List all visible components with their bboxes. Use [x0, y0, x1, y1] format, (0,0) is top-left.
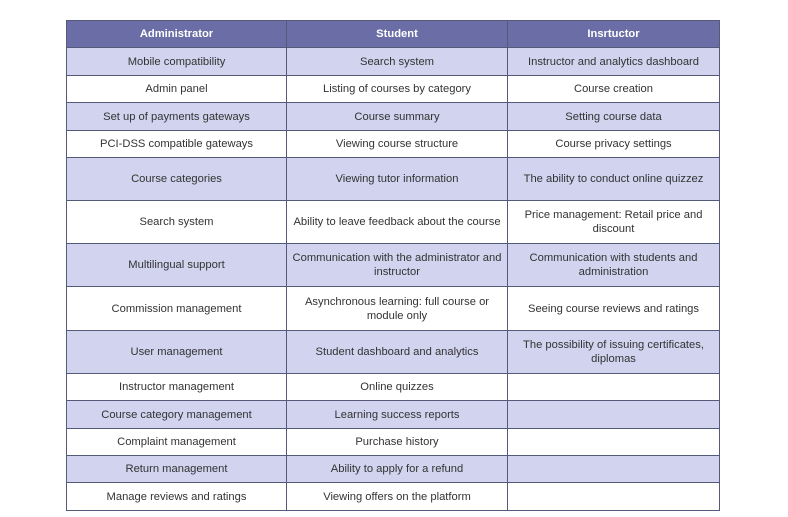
instructor-cell: Price management: Retail price and discount — [508, 201, 720, 244]
instructor-cell: Course privacy settings — [508, 131, 720, 158]
student-cell: Purchase history — [287, 429, 508, 456]
administrator-cell: Manage reviews and ratings — [67, 483, 287, 511]
student-cell: Ability to leave feedback about the course — [287, 201, 508, 244]
administrator-cell: User management — [67, 331, 287, 374]
student-cell: Learning success reports — [287, 401, 508, 429]
table-row — [67, 103, 720, 131]
student-cell: Online quizzes — [287, 374, 508, 401]
instructor-cell — [508, 483, 720, 511]
header-administrator: Administrator — [67, 21, 287, 48]
table-row — [67, 244, 720, 287]
table-row — [67, 401, 720, 429]
header-instructor: Insrtuctor — [508, 21, 720, 48]
instructor-cell: Communication with students and administration — [508, 244, 720, 287]
table-row — [67, 456, 720, 483]
table-row — [67, 374, 720, 401]
administrator-cell: Course category management — [67, 401, 287, 429]
administrator-cell: Multilingual support — [67, 244, 287, 287]
instructor-cell: Instructor and analytics dashboard — [508, 48, 720, 76]
table-row — [67, 158, 720, 201]
student-cell: Ability to apply for a refund — [287, 456, 508, 483]
table-row — [67, 287, 720, 331]
instructor-cell — [508, 374, 720, 401]
student-cell: Communication with the administrator and instructor — [287, 244, 508, 287]
table-row — [67, 131, 720, 158]
student-cell: Viewing offers on the platform — [287, 483, 508, 511]
instructor-cell: Seeing course reviews and ratings — [508, 287, 720, 331]
student-cell: Course summary — [287, 103, 508, 131]
student-cell: Search system — [287, 48, 508, 76]
administrator-cell: Course categories — [67, 158, 287, 201]
feature-comparison-table — [66, 20, 720, 511]
student-cell: Viewing tutor information — [287, 158, 508, 201]
table-row — [67, 429, 720, 456]
administrator-cell: Mobile compatibility — [67, 48, 287, 76]
administrator-cell: Return management — [67, 456, 287, 483]
administrator-cell: PCI-DSS compatible gateways — [67, 131, 287, 158]
administrator-cell: Search system — [67, 201, 287, 244]
table-row — [67, 483, 720, 511]
table-row — [67, 48, 720, 76]
student-cell: Viewing course structure — [287, 131, 508, 158]
instructor-cell: Setting course data — [508, 103, 720, 131]
administrator-cell: Complaint management — [67, 429, 287, 456]
table-row — [67, 76, 720, 103]
header-row — [67, 21, 720, 48]
instructor-cell — [508, 429, 720, 456]
student-cell: Student dashboard and analytics — [287, 331, 508, 374]
student-cell: Asynchronous learning: full course or module only — [287, 287, 508, 331]
administrator-cell: Instructor management — [67, 374, 287, 401]
instructor-cell: The possibility of issuing certificates, diplomas — [508, 331, 720, 374]
administrator-cell: Commission management — [67, 287, 287, 331]
administrator-cell: Admin panel — [67, 76, 287, 103]
instructor-cell: Course creation — [508, 76, 720, 103]
instructor-cell — [508, 401, 720, 429]
header-student: Student — [287, 21, 508, 48]
administrator-cell: Set up of payments gateways — [67, 103, 287, 131]
instructor-cell — [508, 456, 720, 483]
instructor-cell: The ability to conduct online quizzez — [508, 158, 720, 201]
table-row — [67, 201, 720, 244]
student-cell: Listing of courses by category — [287, 76, 508, 103]
table-row — [67, 331, 720, 374]
